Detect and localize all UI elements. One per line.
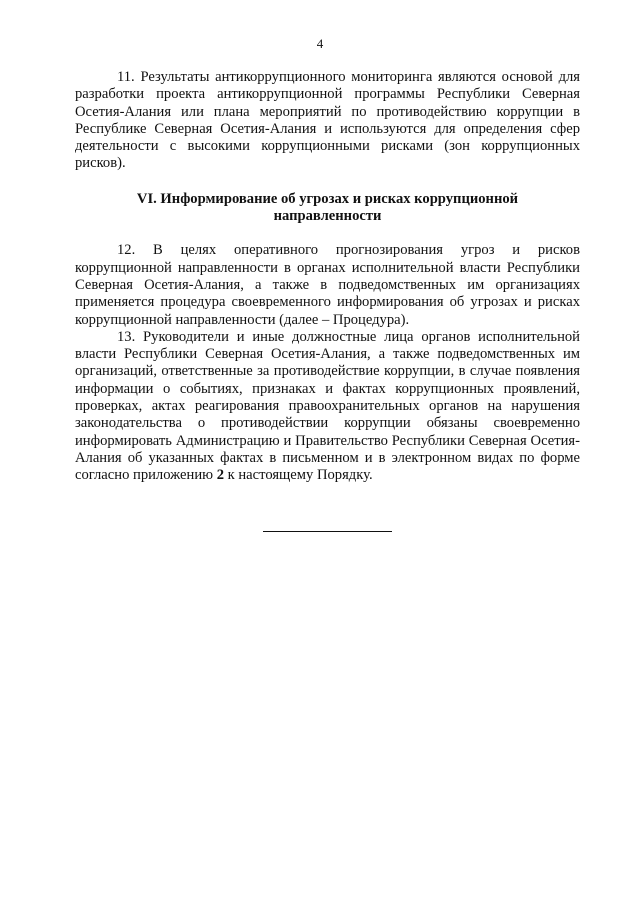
- section-heading-line-2: направленности: [273, 208, 382, 225]
- appendix-number: 2: [216, 467, 224, 484]
- paragraph-13-tail: к настоящему Порядку.: [223, 467, 373, 484]
- document-body: [75, 69, 580, 485]
- paragraph-13-text: 13. Руководители и иные должностные лица органов исполнительной власти Республики Северная Осетия-Алания, а также подведомственных им организаций, ответственные за противодействие коррупции, в случае появления информации о событиях, признаках и фактах коррупционных проявлений, проверках, актах реагирования правоохранительных органов на нарушения законодательства о противодействии коррупции обязаны своевременно информировать Администрацию и Правительство Республики Северная Осетия-Алания об указанных фактах в письменном и в электронном видах по форме согласно приложению: [75, 328, 580, 484]
- section-heading: [75, 191, 580, 226]
- paragraph-11: 11. Результаты антикоррупционного мониторинга являются основой для разработки проекта антикоррупционной программы Республики Северная Осетия-Алания или плана мероприятий по противодействию коррупции в Республике Северная Осетия-Алания и используются для определения сфер деятельности с высокими коррупционными рисками (зон коррупционных рисков).: [75, 69, 580, 172]
- end-of-document-rule: [263, 531, 392, 532]
- paragraph-12: 12. В целях оперативного прогнозирования угроз и рисков коррупционной направленности в органах исполнительной власти Республики Северная Осетия-Алания, а также в подведомственных им организациях применяется процедура своевременного информирования об угрозах и рисках коррупционной направленности (далее – Процедура).: [75, 242, 580, 328]
- page-number: 4: [316, 36, 324, 51]
- paragraph-13: [75, 329, 580, 485]
- section-heading-line-1: VI. Информирование об угрозах и рисках коррупционной: [136, 190, 519, 207]
